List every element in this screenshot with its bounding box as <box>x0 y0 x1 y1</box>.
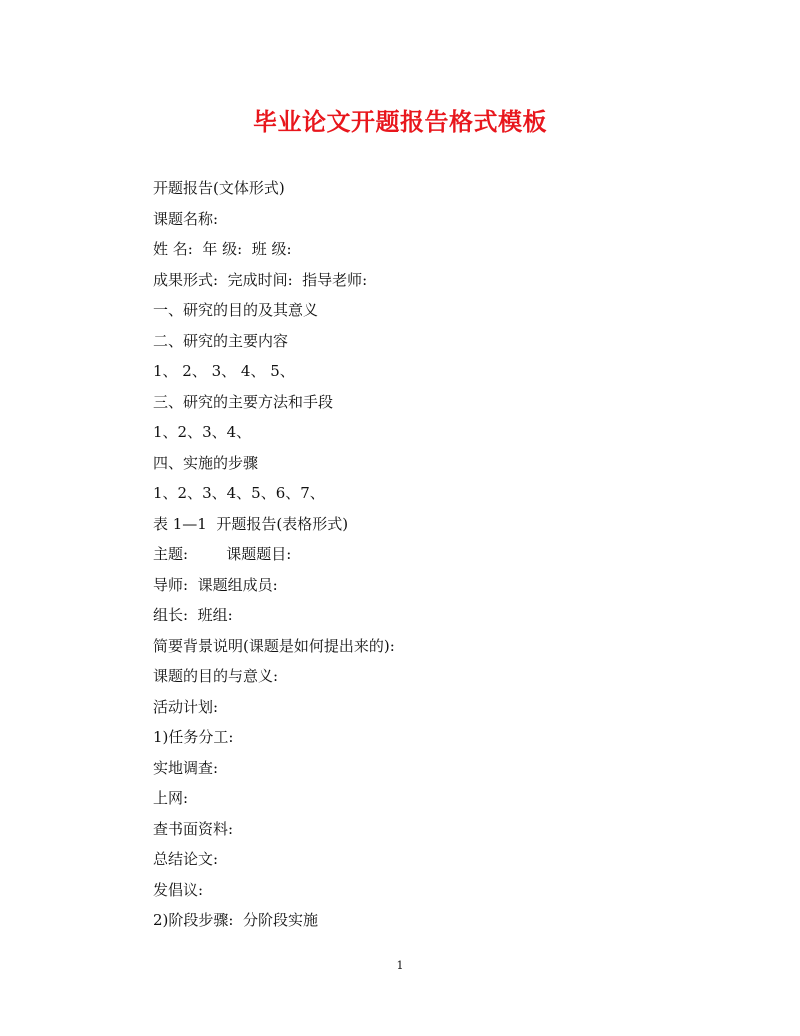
text-line: 简要背景说明(课题是如何提出来的): <box>153 636 395 655</box>
text-line: 总结论文: <box>153 850 219 868</box>
text-line: 成果形式: 完成时间: 指导老师: <box>153 270 368 289</box>
text-line: 课题的目的与意义: <box>153 667 279 685</box>
text-line: 一、研究的目的及其意义 <box>153 301 319 319</box>
text-line: 导师: 课题组成员: <box>153 575 278 594</box>
document-body <box>153 173 713 936</box>
text-line: 组长: 班组: <box>153 606 233 624</box>
text-line: 2)阶段步骤: 分阶段实施 <box>153 911 318 929</box>
text-line: 上网: <box>153 789 189 807</box>
page-number: 1 <box>396 959 404 972</box>
text-line: 1、2、3、4、5、6、7、 <box>153 484 325 502</box>
document-title: 毕业论文开题报告格式模板 <box>253 107 547 136</box>
text-line: 四、实施的步骤 <box>153 453 259 472</box>
text-line: 1)任务分工: <box>153 728 234 746</box>
text-line: 1、2、3、4、 <box>153 423 252 441</box>
text-line: 查书面资料: <box>153 819 234 838</box>
text-line: 二、研究的主要内容 <box>153 331 289 350</box>
text-line: 活动计划: <box>153 697 219 716</box>
text-line: 表 1—1 开题报告(表格形式) <box>153 514 349 533</box>
text-line: 课题名称: <box>153 209 219 228</box>
text-line: 发倡议: <box>153 880 204 899</box>
text-line: 实地调查: <box>153 758 219 777</box>
text-line: 主题: 课题题目: <box>153 545 292 563</box>
text-line: 1、 2、 3、 4、 5、 <box>153 362 295 380</box>
text-line: 三、研究的主要方法和手段 <box>153 392 334 411</box>
text-line: 开题报告(文体形式) <box>153 179 285 197</box>
text-line: 姓 名: 年 级: 班 级: <box>153 240 292 258</box>
